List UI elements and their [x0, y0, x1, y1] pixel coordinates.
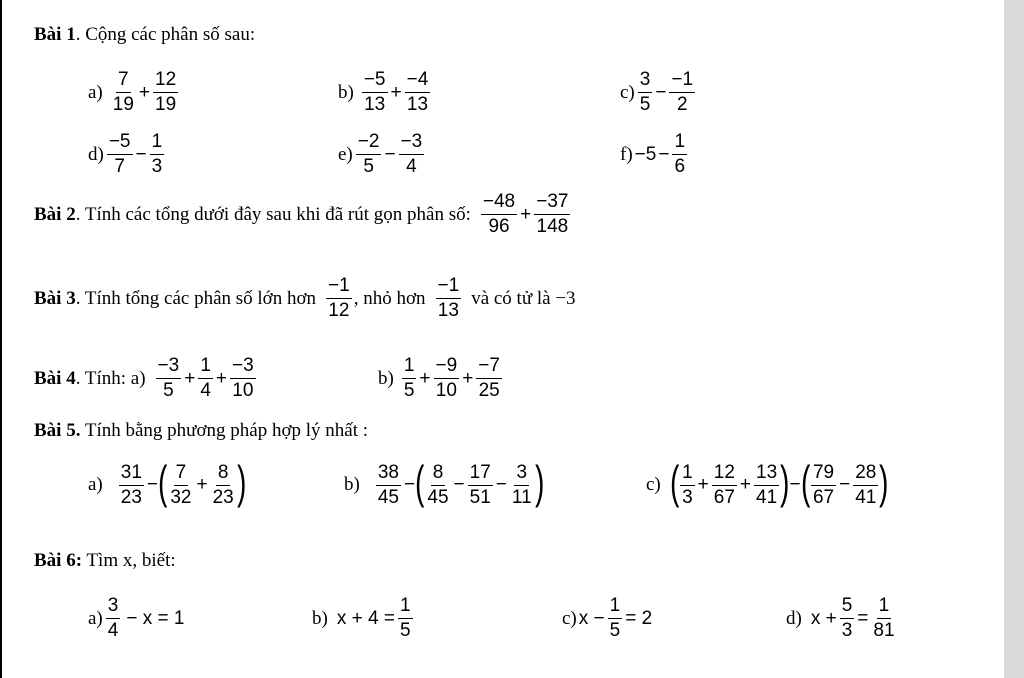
- numerator: −37: [534, 192, 570, 215]
- denominator: 5: [403, 380, 415, 401]
- item-label: d): [786, 607, 802, 629]
- numerator: 1: [398, 596, 413, 619]
- denominator: 41: [756, 486, 778, 508]
- denominator: 41: [855, 486, 877, 508]
- operator: −: [384, 143, 396, 165]
- bai4-heading: [34, 368, 146, 390]
- denominator: 19: [155, 94, 177, 115]
- fraction: [402, 356, 417, 401]
- fraction: [230, 356, 256, 401]
- denominator: 5: [609, 620, 621, 641]
- item-label: b): [344, 474, 360, 495]
- operator: +: [138, 81, 151, 103]
- fraction: [638, 70, 653, 115]
- operator: −: [403, 474, 416, 495]
- numerator: −5: [362, 70, 388, 93]
- numerator: 1: [402, 356, 417, 379]
- fraction: [669, 70, 695, 115]
- fraction: [356, 132, 382, 177]
- bai3-row: [34, 276, 576, 321]
- operator: +: [196, 474, 208, 495]
- item-label: f): [620, 143, 633, 165]
- item-label: a): [88, 474, 103, 495]
- numerator: −2: [356, 132, 382, 155]
- fraction: [481, 192, 517, 237]
- numerator: 13: [754, 463, 779, 486]
- item-label: c): [562, 607, 577, 629]
- bai2-heading: [34, 204, 471, 226]
- fraction: [399, 132, 425, 177]
- operator: +: [520, 203, 532, 225]
- bai1-heading: [34, 24, 255, 46]
- fraction: [405, 70, 431, 115]
- fraction: [119, 463, 144, 508]
- bai6-item-d: [786, 596, 899, 641]
- item-label: d): [88, 143, 104, 165]
- denominator: 4: [406, 156, 417, 177]
- bai5-label: Bài 5.: [34, 420, 81, 441]
- item-label: b): [312, 607, 328, 629]
- item-label: a): [88, 81, 103, 103]
- fraction: [425, 463, 450, 508]
- fraction: [106, 596, 121, 641]
- numerator: 79: [811, 463, 836, 486]
- numerator: −3: [156, 356, 182, 379]
- numerator: −3: [230, 356, 256, 379]
- bai6-heading: [34, 550, 176, 572]
- bai5-text: Tính bằng phương pháp hợp lý nhất :: [80, 420, 369, 441]
- right-paren: ): [236, 456, 246, 508]
- denominator: 81: [873, 620, 895, 641]
- fraction: [434, 356, 460, 401]
- item-label: e): [338, 143, 353, 165]
- numerator: −1: [436, 276, 462, 299]
- equation-lhs: x −: [578, 607, 605, 629]
- fraction: [510, 463, 534, 508]
- fraction: [398, 596, 413, 641]
- denominator: 3: [682, 486, 693, 508]
- denominator: 67: [713, 486, 735, 508]
- numerator: −1: [326, 276, 352, 299]
- fraction: [198, 356, 213, 401]
- bai3-label: Bài 3: [34, 287, 76, 309]
- item-label: b): [378, 367, 394, 389]
- operator: −: [146, 474, 159, 495]
- bai5-item-a: [88, 456, 246, 508]
- left-paren: (: [800, 456, 810, 508]
- fraction: [468, 463, 493, 508]
- fraction: [672, 132, 687, 177]
- fraction: [168, 463, 193, 508]
- fraction: [608, 596, 623, 641]
- item-label: c): [646, 474, 661, 495]
- equation-lhs: x + 4 =: [336, 607, 395, 629]
- denominator: 13: [364, 94, 386, 115]
- numerator: 38: [376, 463, 401, 486]
- equals-sign: =: [857, 607, 869, 629]
- bai3-text2: , nhỏ hơn: [353, 287, 426, 309]
- bai3-text3: và có tử là −3: [471, 287, 576, 309]
- fraction: [534, 192, 570, 237]
- bai1-text: . Cộng các phân số sau:: [75, 24, 256, 45]
- denominator: 10: [232, 380, 254, 401]
- numerator: 3: [106, 596, 121, 619]
- fraction: [840, 596, 855, 641]
- denominator: 3: [151, 156, 163, 177]
- fraction: [476, 356, 502, 401]
- numerator: −3: [399, 132, 425, 155]
- bai4-label: Bài 4: [34, 367, 76, 389]
- operator: +: [184, 367, 196, 389]
- operator: +: [419, 367, 431, 389]
- bai1-item-b: [338, 70, 432, 115]
- fraction: [811, 463, 836, 508]
- fraction: [871, 596, 896, 641]
- numerator: 5: [840, 596, 855, 619]
- fraction: [680, 463, 695, 508]
- denominator: 96: [488, 216, 510, 237]
- equation-rest: = 2: [625, 607, 653, 629]
- bai6-item-a: [88, 596, 185, 641]
- numerator: −48: [481, 192, 517, 215]
- fraction: [156, 356, 182, 401]
- numerator: −7: [476, 356, 502, 379]
- bai5-item-b: [344, 456, 544, 508]
- operator: +: [462, 367, 474, 389]
- denominator: 5: [163, 380, 174, 401]
- bai4-text: . Tính: a): [75, 367, 146, 389]
- bai1-item-f: [620, 132, 689, 177]
- denominator: 23: [120, 486, 142, 508]
- bai3-heading: [34, 288, 316, 310]
- operator: −: [655, 81, 667, 103]
- fraction: [111, 70, 136, 115]
- denominator: 23: [212, 486, 234, 508]
- bai1-item-d: [88, 132, 166, 177]
- bai2-label: Bài 2: [34, 203, 76, 225]
- item-label: a): [88, 607, 103, 629]
- bai6-item-b: [312, 596, 415, 641]
- denominator: 12: [328, 300, 350, 321]
- numerator: −1: [669, 70, 695, 93]
- left-paren: (: [669, 456, 680, 508]
- operator: +: [739, 474, 752, 495]
- denominator: 13: [406, 94, 429, 115]
- right-margin-strip: [1004, 0, 1024, 678]
- bai2-text: . Tính các tổng dưới đây sau khi đã rút gọn phân số:: [75, 203, 471, 225]
- denominator: 45: [377, 486, 399, 508]
- equation-rest: − x = 1: [126, 607, 185, 629]
- bai4-b-row: [378, 356, 504, 401]
- bai5-item-c: [646, 456, 889, 508]
- operator: −: [789, 474, 801, 495]
- operator: −: [135, 143, 147, 165]
- denominator: 5: [639, 94, 651, 115]
- numerator: 31: [119, 463, 144, 486]
- left-paren: (: [415, 456, 425, 508]
- denominator: 5: [399, 620, 411, 641]
- numerator: −5: [107, 132, 133, 155]
- fraction: [754, 463, 779, 508]
- denominator: 32: [170, 486, 192, 508]
- bai6-item-c: [562, 596, 653, 641]
- denominator: 45: [427, 486, 449, 508]
- numerator: 1: [680, 463, 695, 486]
- numerator: 7: [174, 463, 189, 486]
- integer-term: −5: [634, 143, 657, 165]
- equation-lhs: x +: [810, 607, 837, 629]
- fraction: [326, 276, 352, 321]
- fraction: [436, 276, 462, 321]
- right-paren: ): [534, 456, 544, 508]
- fraction: [211, 463, 236, 508]
- fraction: [376, 463, 401, 508]
- denominator: 19: [112, 94, 134, 115]
- bai1-item-c: [620, 70, 697, 115]
- bai6-text: Tìm x, biết:: [82, 550, 176, 571]
- bai3-text1: . Tính tổng các phân số lớn hơn: [75, 287, 317, 309]
- numerator: 8: [431, 463, 446, 486]
- denominator: 25: [478, 380, 500, 401]
- fraction: [150, 132, 165, 177]
- denominator: 2: [677, 94, 688, 115]
- item-label: b): [338, 81, 354, 103]
- denominator: 5: [363, 156, 374, 177]
- numerator: 3: [514, 463, 529, 486]
- denominator: 13: [437, 300, 459, 321]
- denominator: 67: [812, 486, 835, 508]
- fraction: [107, 132, 133, 177]
- operator: −: [453, 474, 465, 495]
- fraction: [362, 70, 388, 115]
- bai1-label: Bài 1: [34, 24, 76, 45]
- bai5-heading: [34, 420, 368, 442]
- numerator: 28: [853, 463, 878, 486]
- numerator: 17: [468, 463, 493, 486]
- numerator: 1: [150, 132, 165, 155]
- denominator: 148: [536, 216, 569, 237]
- fraction: [712, 463, 737, 508]
- denominator: 7: [114, 156, 125, 177]
- denominator: 3: [841, 620, 853, 641]
- right-paren: ): [780, 456, 790, 508]
- operator: +: [215, 367, 228, 389]
- numerator: −4: [405, 70, 431, 93]
- numerator: 1: [198, 356, 213, 379]
- fraction: [853, 463, 878, 508]
- numerator: 7: [116, 70, 131, 93]
- fraction: [153, 70, 178, 115]
- numerator: −9: [434, 356, 460, 379]
- bai4-row: [34, 356, 258, 401]
- numerator: 1: [672, 132, 687, 155]
- numerator: 8: [216, 463, 231, 486]
- bai6-label: Bài 6:: [34, 550, 83, 571]
- bai1-item-e: [338, 132, 426, 177]
- operator: −: [839, 474, 851, 495]
- denominator: 11: [511, 486, 532, 508]
- numerator: 3: [638, 70, 653, 93]
- denominator: 4: [107, 620, 119, 641]
- numerator: 12: [153, 70, 178, 93]
- operator: −: [495, 474, 507, 495]
- item-label: c): [620, 81, 635, 103]
- numerator: 1: [877, 596, 892, 619]
- left-border-line: [0, 0, 2, 678]
- bai2-row: [34, 192, 572, 237]
- right-paren: ): [879, 456, 889, 508]
- operator: +: [390, 81, 402, 103]
- denominator: 6: [674, 156, 686, 177]
- numerator: 12: [712, 463, 737, 486]
- left-paren: (: [158, 456, 168, 508]
- numerator: 1: [608, 596, 623, 619]
- bai1-item-a: [88, 70, 180, 115]
- denominator: 10: [435, 380, 457, 401]
- denominator: 51: [469, 486, 491, 508]
- denominator: 4: [200, 380, 211, 401]
- operator: −: [658, 143, 670, 165]
- operator: +: [697, 474, 709, 495]
